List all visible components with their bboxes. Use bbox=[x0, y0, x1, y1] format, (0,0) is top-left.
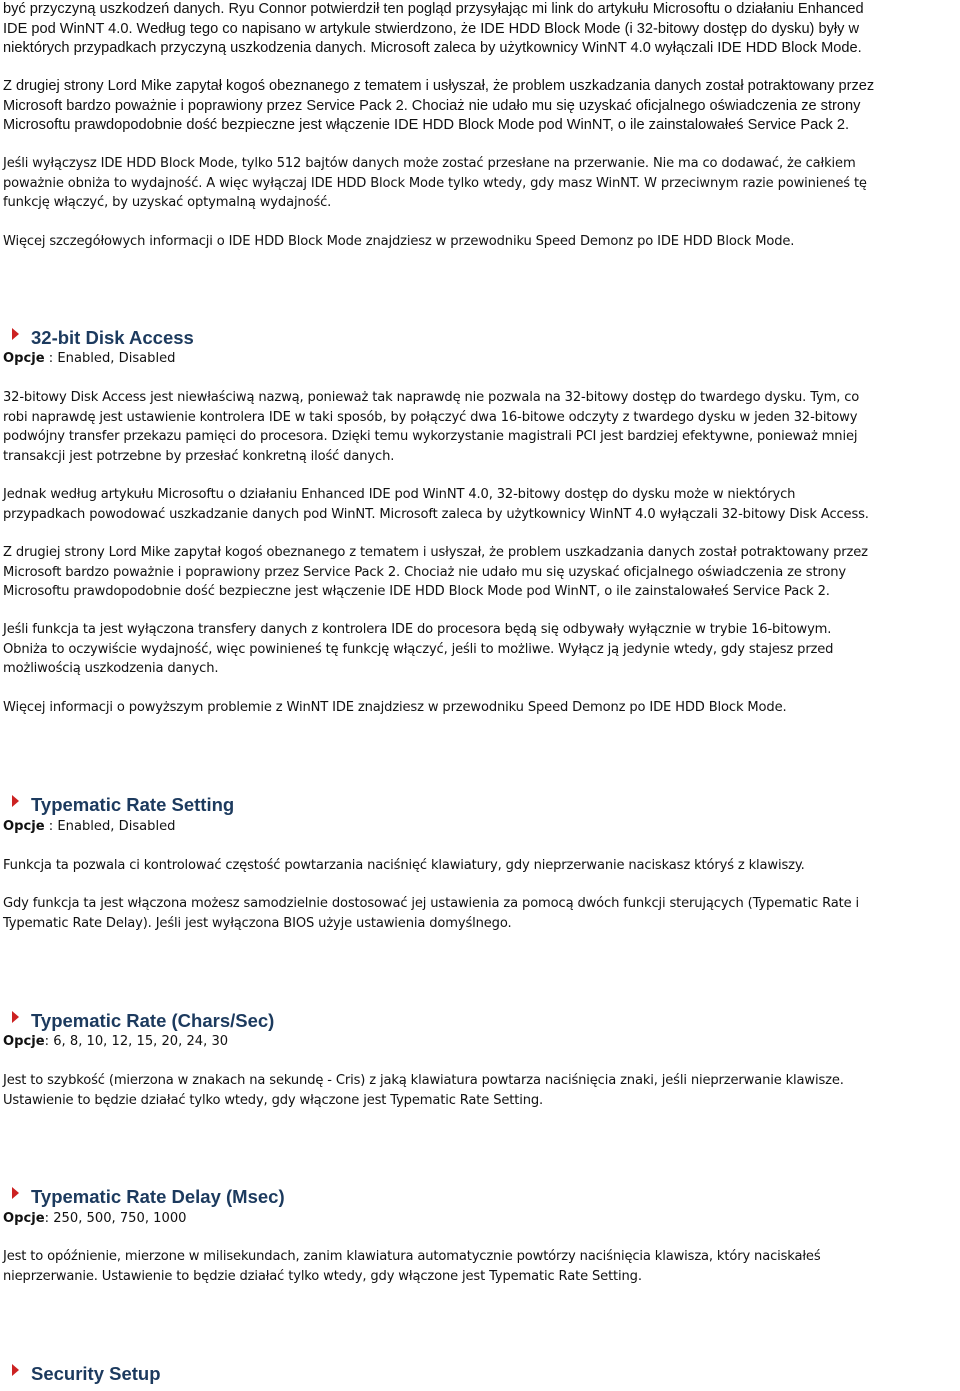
text-line: niektórych przypadkach przyczyną uszkodzenia danych. Microsoft zaleca by użytkownicy WinNT 4.0 wyłączali IDE HDD Block Mode. bbox=[3, 40, 862, 56]
text-line: przypadkach powodować uszkadzanie danych pod WinNT. Microsoft zaleca by użytkownicy WinNT 4.0 wyłączali 32-bitowy Disk Access. bbox=[3, 506, 869, 522]
intro-paragraph-1 bbox=[3, 0, 864, 59]
text-line: Microsoft bardzo poważnie i poprawiony przez Service Pack 2. Chociaż nie udało mu się uzyskać oficjalnego oświadczenia ze strony bbox=[3, 564, 846, 580]
text-line: poważnie obniża to wydajność. A więc wyłączaj IDE HDD Block Mode tylko wtedy, gdy masz WinNT. W przeciwnym razie powinieneś tę bbox=[3, 175, 867, 191]
bullet-arrow-icon bbox=[12, 1364, 19, 1376]
text-line: Funkcja ta pozwala ci kontrolować częstość powtarzania naciśnięć klawiatury, gdy nieprzerwanie naciskasz któryś z klawiszy. bbox=[3, 858, 805, 873]
options-label: Opcje bbox=[3, 1211, 45, 1226]
text-line: Microsoftu prawdopodobnie dość bezpieczne jest włączenie IDE HDD Block Mode pod WinNT, o ile zainstalowałeś Service Pack 2. bbox=[3, 584, 830, 599]
options-value: : Enabled, Disabled bbox=[44, 351, 176, 366]
disk-paragraph-2 bbox=[3, 485, 869, 524]
bullet-arrow-icon bbox=[12, 795, 19, 807]
section-heading-security-setup bbox=[3, 1363, 161, 1385]
options-line bbox=[3, 1032, 228, 1052]
options-label: Opcje bbox=[3, 1034, 45, 1049]
text-line: funkcję włączyć, by uzyskać optymalną wydajność. bbox=[3, 195, 332, 210]
text-line: 32-bitowy Disk Access jest niewłaściwą nazwą, ponieważ tak naprawdę nie pozwala na 32-bitowy dostęp do twardego dysku. Tym, co bbox=[3, 390, 860, 405]
text-line: Więcej informacji o powyższym problemie z WinNT IDE znajdziesz w przewodniku Speed Demonz po IDE HDD Block Mode. bbox=[3, 700, 787, 715]
typematic-paragraph-1 bbox=[3, 856, 805, 876]
bullet-arrow-icon bbox=[12, 328, 19, 340]
disk-paragraph-1 bbox=[3, 388, 859, 466]
options-label: Opcje bbox=[3, 819, 45, 834]
text-line: robi naprawdę jest ustawienie kontrolera IDE w taki sposób, by połączyć dwa 16-bitowe odczyty z twardego dysku w jeden 32-bitowy bbox=[3, 409, 858, 425]
text-line: Jest to opóźnienie, mierzone w milisekundach, zanim klawiatura automatycznie powtórzy naciśnięcia klawisza, który naciskałeś bbox=[3, 1249, 821, 1264]
options-line bbox=[3, 817, 176, 837]
text-line: Jeśli funkcja ta jest wyłączona transfery danych z kontrolera IDE do procesora będą się odbywały wyłącznie w trybie 16-bitowym. bbox=[3, 622, 832, 637]
text-line: Obniża to oczywiście wydajność, więc powinieneś tę funkcję włączyć, jeśli to możliwe. Wyłącz ją jedynie wtedy, gdy stajesz przed bbox=[3, 641, 834, 657]
section-title: Typematic Rate Delay (Msec) bbox=[31, 1186, 285, 1207]
delay-paragraph-1 bbox=[3, 1247, 821, 1286]
text-line: nieprzerwanie. Ustawienie to będzie działać tylko wtedy, gdy włączone jest Typematic Rate Setting. bbox=[3, 1268, 642, 1284]
text-line: IDE pod WinNT 4.0. Według tego co napisano w artykule stwierdzono, że IDE HDD Block Mode (i 32-bitowy dostęp do dysku) były w bbox=[3, 20, 860, 37]
options-line bbox=[3, 349, 176, 369]
text-line: podwójny transfer przekazu pamięci do procesora. Dzięki temu wykorzystanie magistrali PCI jest bardziej efektywne, ponieważ mniej bbox=[3, 429, 858, 444]
typematic-paragraph-2 bbox=[3, 894, 859, 933]
section-title: Typematic Rate (Chars/Sec) bbox=[31, 1010, 275, 1031]
intro-paragraph-2 bbox=[3, 77, 874, 136]
options-value: : 6, 8, 10, 12, 15, 20, 24, 30 bbox=[44, 1034, 229, 1049]
disk-paragraph-5 bbox=[3, 698, 787, 718]
text-line: Jest to szybkość (mierzona w znakach na sekundę - Cris) z jaką klawiatura powtarza naciśnięcia znaki, jeśli nieprzerwanie klawisze. bbox=[3, 1073, 844, 1088]
intro-paragraph-3 bbox=[3, 154, 867, 213]
bullet-arrow-icon bbox=[12, 1187, 19, 1199]
section-heading-typematic-rate-delay bbox=[3, 1186, 285, 1208]
text-line: Typematic Rate Delay). Jeśli jest wyłączona BIOS użyje ustawienia domyślnego. bbox=[3, 915, 512, 931]
text-line: Jednak według artykułu Microsoftu o działaniu Enhanced IDE pod WinNT 4.0, 32-bitowy dostęp do dysku może w niektórych bbox=[3, 487, 796, 502]
text-line: Ustawienie to będzie działać tylko wtedy, gdy włączone jest Typematic Rate Setting. bbox=[3, 1092, 544, 1108]
section-heading-typematic-rate-setting bbox=[3, 794, 234, 816]
section-title: 32-bit Disk Access bbox=[31, 327, 194, 348]
text-line: transakcji jest potrzebne by przesłać konkretną ilość danych. bbox=[3, 448, 395, 464]
intro-paragraph-4 bbox=[3, 232, 794, 252]
text-line: Więcej szczegółowych informacji o IDE HDD Block Mode znajdziesz w przewodniku Speed Demonz po IDE HDD Block Mode. bbox=[3, 234, 795, 249]
section-heading-32bit-disk-access bbox=[3, 327, 194, 349]
text-line: Gdy funkcja ta jest włączona możesz samodzielnie dostosować jej ustawienia za pomocą dwóch funkcji sterujących (Typematic Rate i bbox=[3, 896, 860, 911]
disk-paragraph-3 bbox=[3, 543, 868, 602]
text-line: być przyczyną uszkodzeń danych. Ryu Connor potwierdził ten pogląd przysyłając mi link do artykułu Microsoftu o działaniu Enhanced bbox=[3, 1, 864, 17]
text-line: Microsoft bardzo poważnie i poprawiony przez Service Pack 2. Chociaż nie udało mu się uzyskać oficjalnego oświadczenia ze strony bbox=[3, 97, 861, 114]
options-value: : 250, 500, 750, 1000 bbox=[44, 1211, 187, 1226]
options-line bbox=[3, 1209, 187, 1229]
text-line: Microsoftu prawdopodobnie dość bezpieczne jest włączenie IDE HDD Block Mode pod WinNT, o ile zainstalowałeś Service Pack 2. bbox=[3, 117, 850, 133]
text-line: Jeśli wyłączysz IDE HDD Block Mode, tylko 512 bajtów danych może zostać przesłane na przerwanie. Nie ma co dodawać, że całkiem bbox=[3, 156, 856, 171]
section-title: Security Setup bbox=[31, 1363, 161, 1384]
section-heading-typematic-rate bbox=[3, 1010, 274, 1032]
text-line: możliwością uszkodzenia danych. bbox=[3, 661, 219, 676]
text-line: Z drugiej strony Lord Mike zapytał kogoś obeznanego z tematem i usłyszał, że problem uszkadzania danych został potraktowany przez bbox=[3, 78, 875, 94]
rate-paragraph-1 bbox=[3, 1071, 844, 1110]
disk-paragraph-4 bbox=[3, 620, 833, 679]
bullet-arrow-icon bbox=[12, 1011, 19, 1023]
options-value: : Enabled, Disabled bbox=[44, 819, 176, 834]
text-line: Z drugiej strony Lord Mike zapytał kogoś obeznanego z tematem i usłyszał, że problem uszkadzania danych został potraktowany przez bbox=[3, 545, 868, 560]
section-title: Typematic Rate Setting bbox=[31, 794, 235, 815]
options-label: Opcje bbox=[3, 351, 45, 366]
